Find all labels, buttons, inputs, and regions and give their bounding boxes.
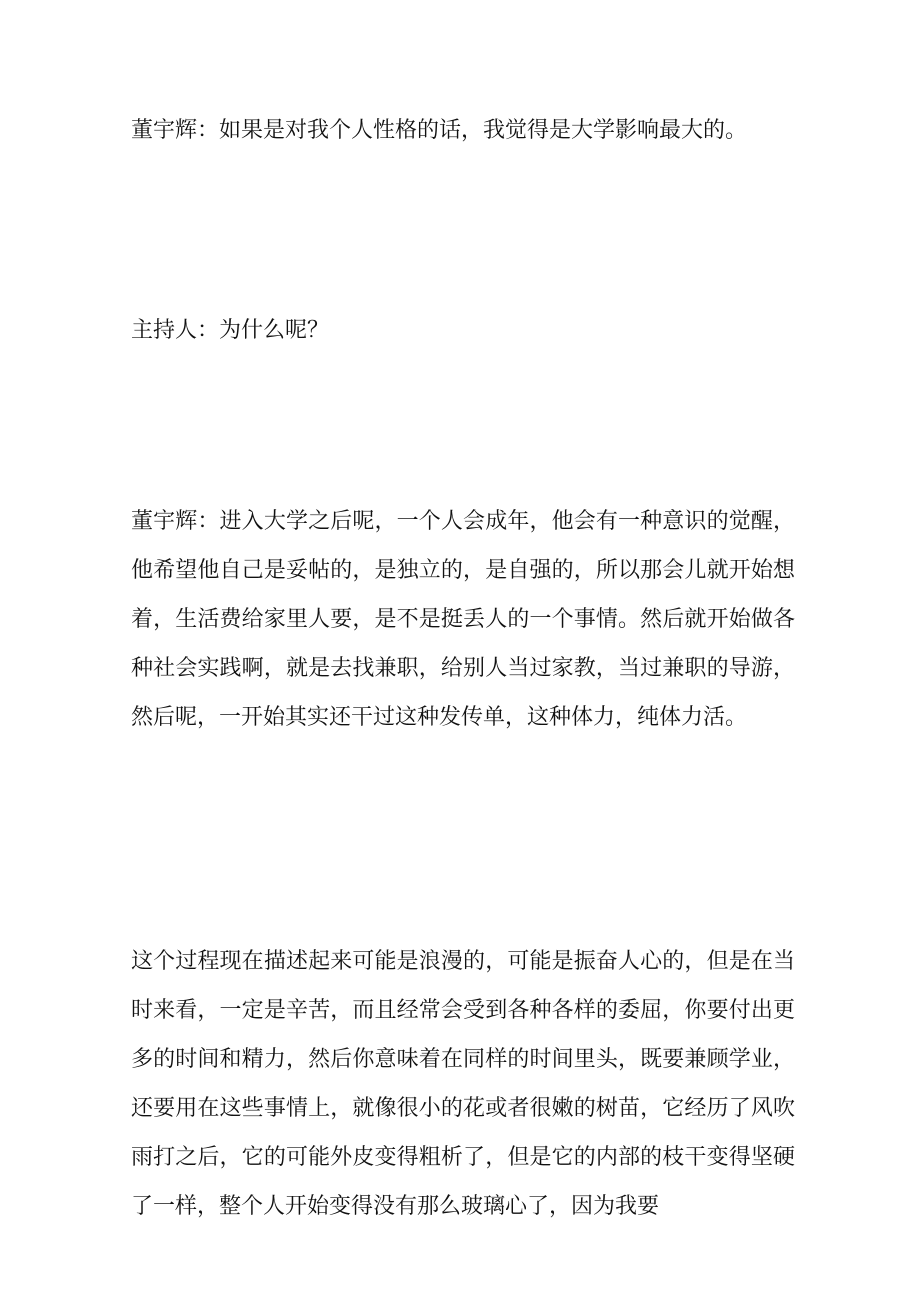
paragraph-host-question: 主持人：为什么呢？ xyxy=(131,318,330,343)
paragraph-dong-answer-3: 这个过程现在描述起来可能是浪漫的，可能是振奋人心的，但是在当时来看，一定是辛苦，而且经常会受到各种各样的委屈，你要付出更多的时间和精力，然后你意味着在同样的时间里头，既要兼顾学业，还要用在这些事情上，就像很小的花或者很嫩的树苗，它经历了风吹雨打之后，它的可能外皮变得粗析了，但是它的内部的枝干变得坚硬了一样，整个人开始变得没有那么玻璃心了，因为我要 xyxy=(131,949,795,1219)
paragraph-dong-answer-1: 董宇辉：如果是对我个人性格的话，我觉得是大学影响最大的。 xyxy=(131,118,748,143)
paragraph-dong-answer-2: 董宇辉：进入大学之后呢，一个人会成年，他会有一种意识的觉醒，他希望他自己是妥帖的，是独立的，是自强的，所以那会儿就开始想着，生活费给家里人要，是不是挺丢人的一个事情。然后就开始做各种社会实践啊，就是去找兼职，给别人当过家教，当过兼职的导游，然后呢，一开始其实还干过这种发传单，这种体力，纯体力活。 xyxy=(131,509,795,730)
